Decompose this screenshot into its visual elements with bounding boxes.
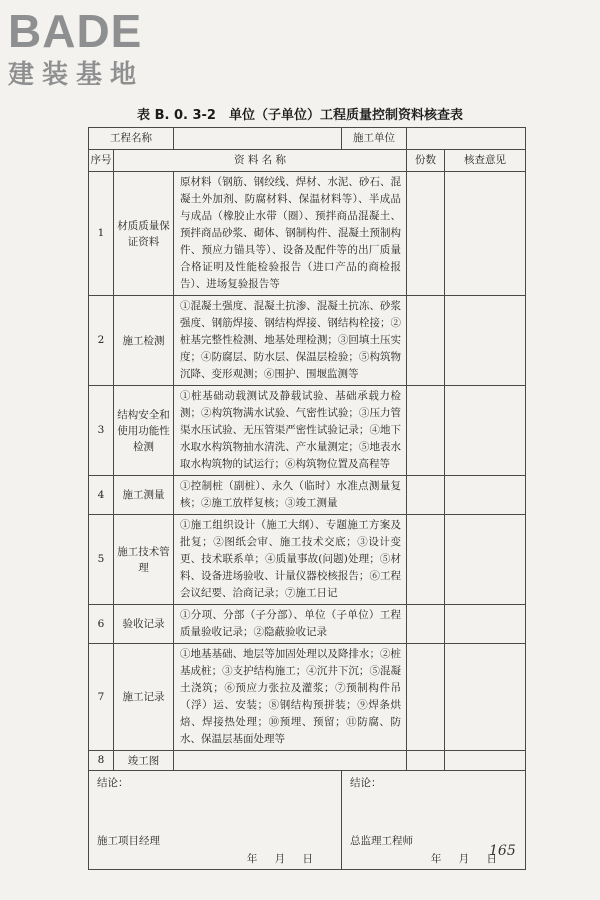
row-number: 4	[89, 476, 114, 515]
row-content: ①施工组织设计（施工大纲）、专题施工方案及批复；②图纸会审、施工技术交底；③设计变更、技术联系单；④质量事故(问题)处理；⑤材料、设备进场验收、计量仪器校核报告；⑥工程会议纪要、洽商记录；⑦施工日记	[174, 515, 407, 605]
table-row	[89, 515, 526, 605]
row-opinion-cell	[445, 605, 526, 644]
row-content: ①地基基础、地层等加固处理以及降排水；②桩基成桩；③支护结构施工；④沉井下沉；⑤混凝土浇筑；⑥预应力张拉及灌浆；⑦预制构件吊（浮）运、安装；⑧钢结构预拼装；⑨焊条烘焙、焊接热处理；⑩预埋、预留；⑪防腐、防水、保温层基面处理等	[174, 644, 407, 751]
row-count-cell	[407, 476, 445, 515]
project-manager-label: 施工项目经理	[97, 835, 160, 847]
row-content: ①桩基础动载测试及静载试验、基础承载力检测；②构筑物满水试验、气密性试验；③压力管渠水压试验、无压管渠严密性试验记录；④地下水取水构筑物抽水清洗、产水量测定；⑤地表水取水构筑物的试运行；⑥构筑物位置及高程等	[174, 386, 407, 476]
row-content	[174, 751, 407, 771]
quality-control-table	[88, 127, 526, 870]
col-seq-header: 序号	[89, 150, 114, 172]
row-category: 竣工图	[114, 751, 174, 771]
table-row	[89, 751, 526, 771]
construction-unit-value	[407, 128, 526, 150]
table-row	[89, 172, 526, 296]
col-count-header: 份数	[407, 150, 445, 172]
row-count-cell	[407, 172, 445, 296]
row-number: 3	[89, 386, 114, 476]
supervisor-conclusion-label: 结论：	[350, 777, 382, 789]
table-row	[89, 386, 526, 476]
row-content: ①分项、分部（子分部）、单位（子单位）工程质量验收记录；②隐蔽验收记录	[174, 605, 407, 644]
row-category: 施工记录	[114, 644, 174, 751]
row-count-cell	[407, 386, 445, 476]
row-opinion-cell	[445, 296, 526, 386]
column-header-row	[89, 150, 526, 172]
row-opinion-cell	[445, 644, 526, 751]
logo	[8, 6, 144, 90]
row-number: 1	[89, 172, 114, 296]
table-title: 表 B. 0. 3-2 单位（子单位）工程质量控制资料核查表	[137, 108, 463, 123]
chief-supervisor-label: 总监理工程师	[350, 835, 413, 847]
row-category: 施工检测	[114, 296, 174, 386]
row-opinion-cell	[445, 476, 526, 515]
row-count-cell	[407, 605, 445, 644]
row-count-cell	[407, 515, 445, 605]
row-opinion-cell	[445, 751, 526, 771]
table-row	[89, 644, 526, 751]
row-count-cell	[407, 751, 445, 771]
logo-brand: BADE	[8, 5, 143, 57]
construction-unit-label: 施工单位	[342, 128, 407, 150]
row-category: 施工测量	[114, 476, 174, 515]
row-content: 原材料（钢筋、钢绞线、焊材、水泥、砂石、混凝土外加剂、防腐材料、保温材料等）、半成品与成品（橡胶止水带（圈）、预拌商品混凝土、预拌商品砂浆、砌体、钢制构件、混凝土预制构件、预应力锚具等）、设备及配件等的出厂质量合格证明及性能检验报告（进口产品的商检报告）、进场复验报告等	[174, 172, 407, 296]
row-number: 8	[89, 751, 114, 771]
table-row	[89, 476, 526, 515]
contractor-date: 年 月 日	[246, 853, 313, 865]
row-category: 验收记录	[114, 605, 174, 644]
row-category: 材质质量保证资料	[114, 172, 174, 296]
contractor-signature-block	[89, 771, 342, 870]
contractor-conclusion-label: 结论：	[97, 777, 129, 789]
row-opinion-cell	[445, 515, 526, 605]
signature-row	[89, 771, 526, 870]
row-category: 施工技术管理	[114, 515, 174, 605]
row-number: 5	[89, 515, 114, 605]
table-row	[89, 605, 526, 644]
row-count-cell	[407, 296, 445, 386]
table-row	[89, 296, 526, 386]
project-name-value	[174, 128, 342, 150]
col-opinion-header: 核查意见	[445, 150, 526, 172]
row-opinion-cell	[445, 386, 526, 476]
project-name-label: 工程名称	[89, 128, 174, 150]
page-number: 165	[489, 843, 516, 859]
logo-subtitle: 建装基地	[8, 60, 145, 90]
row-count-cell	[407, 644, 445, 751]
project-info-row	[89, 128, 526, 150]
supervisor-date: 年 月 日	[430, 853, 497, 865]
row-content: ①控制桩（副桩）、永久（临时）水准点测量复核；②施工放样复核；③竣工测量	[174, 476, 407, 515]
row-content: ①混凝土强度、混凝土抗渗、混凝土抗冻、砂浆强度、钢筋焊接、钢结构焊接、钢结构栓接；②桩基完整性检测、地基处理检测；③回填土压实度；④防腐层、防水层、保温层检验；⑤构筑物沉降、变形观测；⑥围护、围堰监测等	[174, 296, 407, 386]
col-material-header: 资 料 名 称	[114, 150, 407, 172]
row-opinion-cell	[445, 172, 526, 296]
row-number: 2	[89, 296, 114, 386]
row-number: 6	[89, 605, 114, 644]
row-number: 7	[89, 644, 114, 751]
row-category: 结构安全和使用功能性检测	[114, 386, 174, 476]
